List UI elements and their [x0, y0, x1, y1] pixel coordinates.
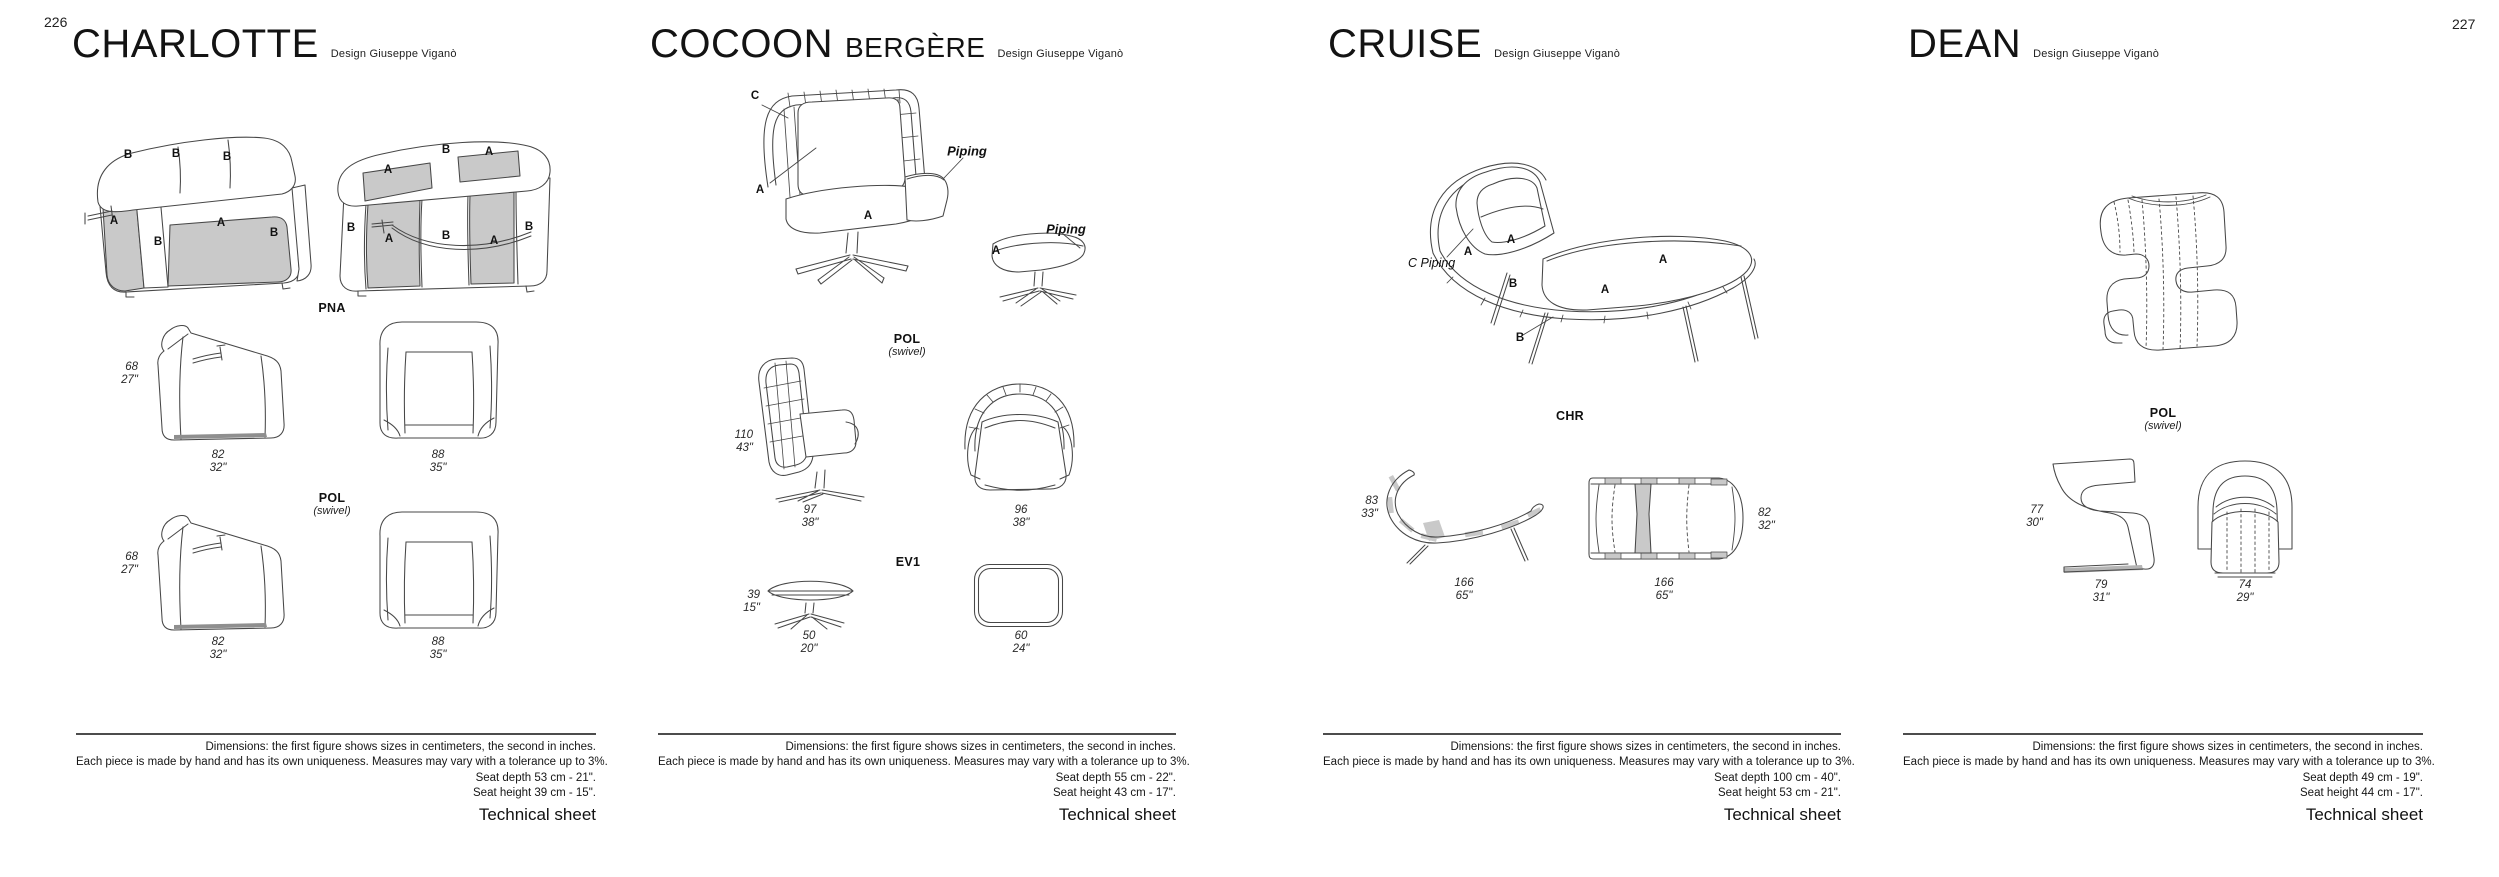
fabric-label: A	[863, 210, 873, 222]
fabric-label: B	[441, 230, 451, 242]
designer-credit: Design Giuseppe Viganò	[997, 48, 1124, 60]
dean-front-view-drawing	[2185, 452, 2305, 579]
seat-height-note: Seat height 39 cm - 15".	[473, 786, 596, 799]
variant-code-pol: POL	[893, 332, 921, 346]
fabric-label: B	[346, 222, 356, 234]
product-title: DEAN	[1908, 22, 2022, 66]
cocoon-side-view-drawing	[740, 350, 875, 502]
piping-label: Piping	[1046, 221, 1086, 237]
fabric-label: A	[216, 217, 226, 229]
handmade-note: Each piece is made by hand and has its own uniqueness. Measures may vary with a tolerance up to 3%.	[658, 756, 1190, 769]
page-number-right: 227	[2452, 16, 2476, 32]
dimension-depth: 82 32"	[209, 449, 227, 474]
fabric-label: B	[1515, 332, 1525, 344]
dimension-length: 166 65"	[1654, 577, 1674, 602]
cocoon-armchair-ottoman-drawing	[700, 85, 1140, 322]
product-title: CRUISE	[1328, 22, 1483, 66]
technical-sheet-label: Technical sheet	[1723, 805, 1841, 824]
dimension-height: 39 15"	[743, 589, 760, 614]
dean-side-view-drawing	[2040, 455, 2165, 577]
dean-armchair-drawing	[2080, 188, 2255, 353]
dimension-depth: 97 38"	[801, 504, 819, 529]
footer-rule	[658, 733, 1176, 735]
fabric-label: B	[1508, 278, 1518, 290]
dimension-length: 166 65"	[1454, 577, 1474, 602]
product-title: COCOON	[650, 22, 833, 66]
fabric-label: A	[1600, 284, 1610, 296]
variant-code-ev1: EV1	[895, 555, 921, 569]
fabric-label: A	[383, 164, 393, 176]
dimension-height: 68 27"	[121, 551, 138, 576]
footer-notes	[658, 740, 1190, 801]
cruise-side-view-drawing	[1373, 465, 1558, 565]
fabric-label: A	[991, 245, 1001, 257]
dean-header	[1908, 22, 2159, 67]
dimension-width: 60 24"	[1012, 630, 1030, 655]
designer-credit: Design Giuseppe Viganò	[330, 48, 457, 60]
dimension-height: 77 30"	[2026, 504, 2043, 529]
dimension-depth: 79 31"	[2092, 579, 2110, 604]
cocoon-back-view-drawing	[955, 375, 1085, 500]
dimension-width: 88 35"	[429, 449, 447, 474]
footer-rule	[1323, 733, 1841, 735]
dimension-height: 110 43"	[734, 429, 753, 454]
frame-label: C	[750, 90, 760, 102]
fabric-label: B	[441, 144, 451, 156]
dimensions-note: Dimensions: the first figure shows sizes in centimeters, the second in inches.	[205, 741, 596, 753]
piping-label: C Piping	[1408, 256, 1456, 270]
charlotte-front-view-drawing	[368, 312, 510, 447]
cruise-header	[1328, 22, 1620, 67]
designer-credit: Design Giuseppe Viganò	[2033, 48, 2160, 60]
designer-credit: Design Giuseppe Viganò	[1494, 48, 1621, 60]
product-title: CHARLOTTE	[72, 22, 319, 66]
fabric-label: B	[123, 149, 133, 161]
footer-rule	[1903, 733, 2423, 735]
fabric-label: A	[1658, 254, 1668, 266]
cocoon-pouf-side-drawing	[763, 572, 858, 632]
charlotte-side-view-drawing	[140, 315, 290, 447]
fabric-label: A	[484, 146, 494, 158]
technical-sheet-label: Technical sheet	[1058, 805, 1176, 824]
charlotte-side-view-drawing-pol	[140, 505, 290, 637]
cocoon-pouf-top-drawing	[972, 562, 1065, 629]
dimension-height: 83 33"	[1361, 495, 1378, 520]
fabric-label: A	[1506, 234, 1516, 246]
footer-notes	[1323, 740, 1855, 801]
dimension-depth: 50 20"	[800, 630, 818, 655]
variant-note-swivel: (swivel)	[2144, 420, 2182, 432]
seat-depth-note: Seat depth 53 cm - 21".	[475, 771, 596, 784]
fabric-label: B	[153, 236, 163, 248]
dimension-width: 88 35"	[429, 636, 447, 661]
variant-note-swivel: (swivel)	[313, 505, 351, 517]
dimension-width: 96 38"	[1012, 504, 1030, 529]
variant-code-chr: CHR	[1556, 409, 1584, 423]
technical-sheet-label: Technical sheet	[478, 805, 596, 824]
handmade-note: Each piece is made by hand and has its own uniqueness. Measures may vary with a tolerance up to 3%.	[1903, 756, 2435, 769]
dimension-depth: 82 32"	[209, 636, 227, 661]
footer-notes	[76, 740, 608, 801]
variant-code-pol: POL	[2149, 406, 2177, 420]
fabric-label: B	[524, 221, 534, 233]
product-subtitle: BERGÈRE	[845, 32, 986, 63]
fabric-label: A	[489, 235, 499, 247]
dimension-height: 68 27"	[121, 361, 138, 386]
seat-height-note: Seat height 44 cm - 17".	[2300, 786, 2423, 799]
charlotte-front-view-drawing-pol	[368, 502, 510, 637]
dimensions-note: Dimensions: the first figure shows sizes in centimeters, the second in inches.	[2032, 741, 2423, 753]
technical-sheet-label: Technical sheet	[2305, 805, 2423, 824]
variant-code-pol: POL	[318, 491, 346, 505]
fabric-label: B	[222, 151, 232, 163]
footer-rule	[76, 733, 596, 735]
seat-depth-note: Seat depth 100 cm - 40".	[1714, 771, 1841, 784]
dimensions-note: Dimensions: the first figure shows sizes in centimeters, the second in inches.	[1450, 741, 1841, 753]
dimensions-note: Dimensions: the first figure shows sizes in centimeters, the second in inches.	[785, 741, 1176, 753]
fabric-label: A	[755, 184, 765, 196]
fabric-label: A	[109, 215, 119, 227]
handmade-note: Each piece is made by hand and has its own uniqueness. Measures may vary with a tolerance up to 3%.	[76, 756, 608, 769]
seat-depth-note: Seat depth 55 cm - 22".	[1055, 771, 1176, 784]
fabric-label: B	[171, 148, 181, 160]
variant-code-pna: PNA	[318, 301, 346, 315]
dimension-width: 82 32"	[1758, 507, 1775, 532]
seat-depth-note: Seat depth 49 cm - 19".	[2302, 771, 2423, 784]
cruise-top-view-drawing	[1585, 472, 1747, 565]
dimension-width: 74 29"	[2236, 579, 2254, 604]
charlotte-header	[72, 22, 457, 67]
handmade-note: Each piece is made by hand and has its own uniqueness. Measures may vary with a tolerance up to 3%.	[1323, 756, 1855, 769]
fabric-label: A	[384, 233, 394, 245]
page-number-left: 226	[44, 14, 68, 30]
footer-notes	[1903, 740, 2435, 801]
cocoon-header	[650, 22, 1123, 67]
fabric-label: A	[1463, 246, 1473, 258]
fabric-label: B	[269, 227, 279, 239]
piping-label: Piping	[947, 143, 987, 159]
seat-height-note: Seat height 43 cm - 17".	[1053, 786, 1176, 799]
seat-height-note: Seat height 53 cm - 21".	[1718, 786, 1841, 799]
variant-note-swivel: (swivel)	[888, 346, 926, 358]
